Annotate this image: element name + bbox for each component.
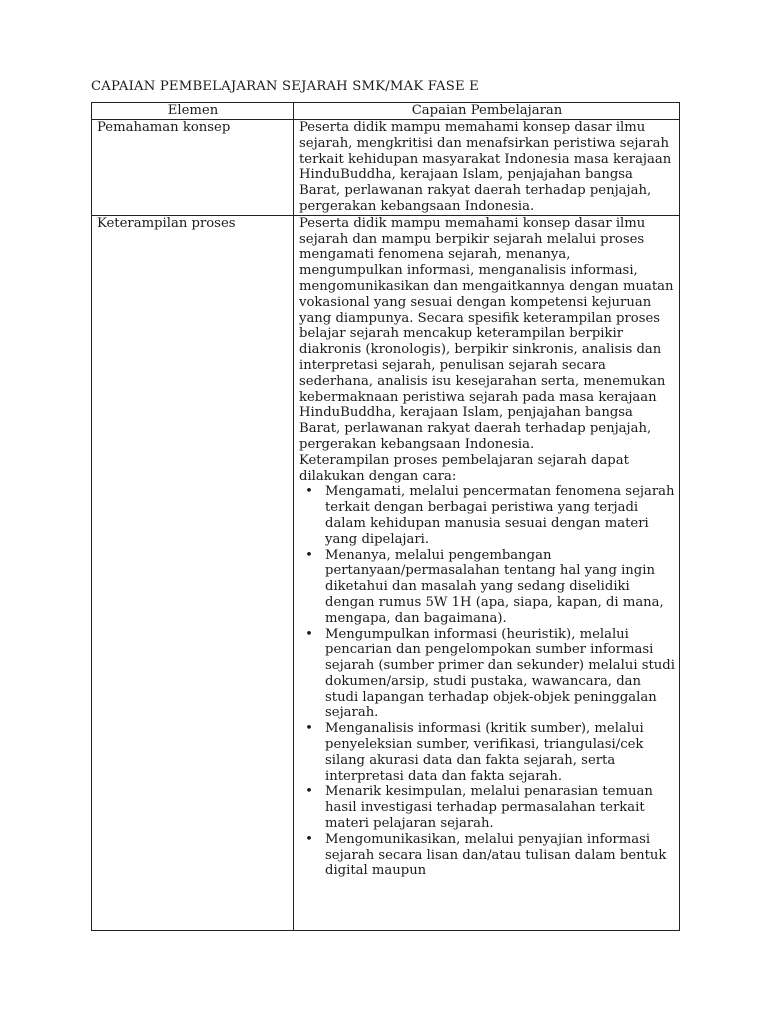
list-item-text: Mengomunikasikan, melalui penyajian informasi sejarah secara lisan dan/atau tulisan dalam bentuk digital maupun: [325, 831, 667, 879]
bullet-icon: •: [305, 547, 313, 563]
list-item-text: Menarik kesimpulan, melalui penarasian temuan hasil investigasi terhadap permasalahan terkait materi pelajaran sejarah.: [325, 784, 653, 832]
bullet-icon: •: [305, 831, 313, 847]
list-item: [299, 627, 675, 722]
list-item-text: Mengamati, melalui pencermatan fenomena sejarah terkait dengan berbagai peristiwa yang terjadi dalam kehidupan manusia sesuai dengan materi yang dipelajari.: [325, 484, 675, 547]
list-item-text: Mengumpulkan informasi (heuristik), melalui pencarian dan pengelompokan sumber informasi sejarah (sumber primer dan sekunder) melalui studi dokumen/arsip, studi pustaka, wawancara, dan studi lapangan terhadap objek-objek peninggalan sejarah.: [325, 626, 675, 721]
table-row: [92, 215, 680, 930]
header-capaian: Capaian Pembelajaran: [294, 103, 680, 120]
bullet-icon: •: [305, 626, 313, 642]
bullet-list: [299, 484, 675, 879]
table-row: [92, 120, 680, 216]
list-item: [299, 484, 675, 547]
document-title: CAPAIAN PEMBELAJARAN SEJARAH SMK/MAK FASE E: [91, 79, 479, 94]
paragraph: Keterampilan proses pembelajaran sejarah dapat dilakukan dengan cara:: [299, 452, 629, 484]
list-item-text: Menanya, melalui pengembangan pertanyaan/permasalahan tentang hal yang ingin diketahui dan masalah yang sedang diselidiki dengan rumus 5W 1H (apa, siapa, kapan, di mana, mengapa, dan bagaimana).: [325, 547, 664, 626]
capaian-cell: Peserta didik mampu memahami konsep dasar ilmu sejarah, mengkritisi dan menafsirkan peristiwa sejarah terkait kehidupan masyarakat Indonesia masa kerajaan HinduBuddha, kerajaan Islam, penjajahan bangsa Barat, perlawanan rakyat daerah terhadap penjajah, pergerakan kebangsaan Indonesia.: [294, 120, 680, 216]
bullet-icon: •: [305, 721, 313, 737]
header-elemen: Elemen: [92, 103, 294, 120]
capaian-table: [91, 102, 680, 931]
bullet-icon: •: [305, 784, 313, 800]
list-item: [299, 548, 675, 627]
list-item: [299, 784, 675, 831]
paragraph: Peserta didik mampu memahami konsep dasar ilmu sejarah dan mampu berpikir sejarah melalui proses mengamati fenomena sejarah, menanya, mengumpulkan informasi, menganalisis informasi, mengomunikasikan dan mengaitkannya dengan muatan vokasional yang sesuai dengan kompetensi kejuruan yang diampunya. Secara spesifik keterampilan proses belajar sejarah mencakup keterampilan berpikir diakronis (kronologis), berpikir sinkronis, analisis dan interpretasi sejarah, penulisan sejarah secara sederhana, analisis isu kesejarahan serta, menemukan kebermaknaan peristiwa sejarah pada masa kerajaan HinduBuddha, kerajaan Islam, penjajahan bangsa Barat, perlawanan rakyat daerah terhadap penjajah, pergerakan kebangsaan Indonesia.: [299, 215, 674, 452]
table-header-row: [92, 103, 680, 120]
capaian-cell: [294, 215, 680, 930]
list-item: [299, 832, 675, 879]
bullet-icon: •: [305, 484, 313, 500]
elemen-cell: Keterampilan proses: [92, 215, 294, 930]
list-item: [299, 721, 675, 784]
list-item-text: Menganalisis informasi (kritik sumber), melalui penyeleksian sumber, verifikasi, triangulasi/cek silang akurasi data dan fakta sejarah, serta interpretasi data dan fakta sejarah.: [325, 721, 644, 784]
elemen-cell: Pemahaman konsep: [92, 120, 294, 216]
